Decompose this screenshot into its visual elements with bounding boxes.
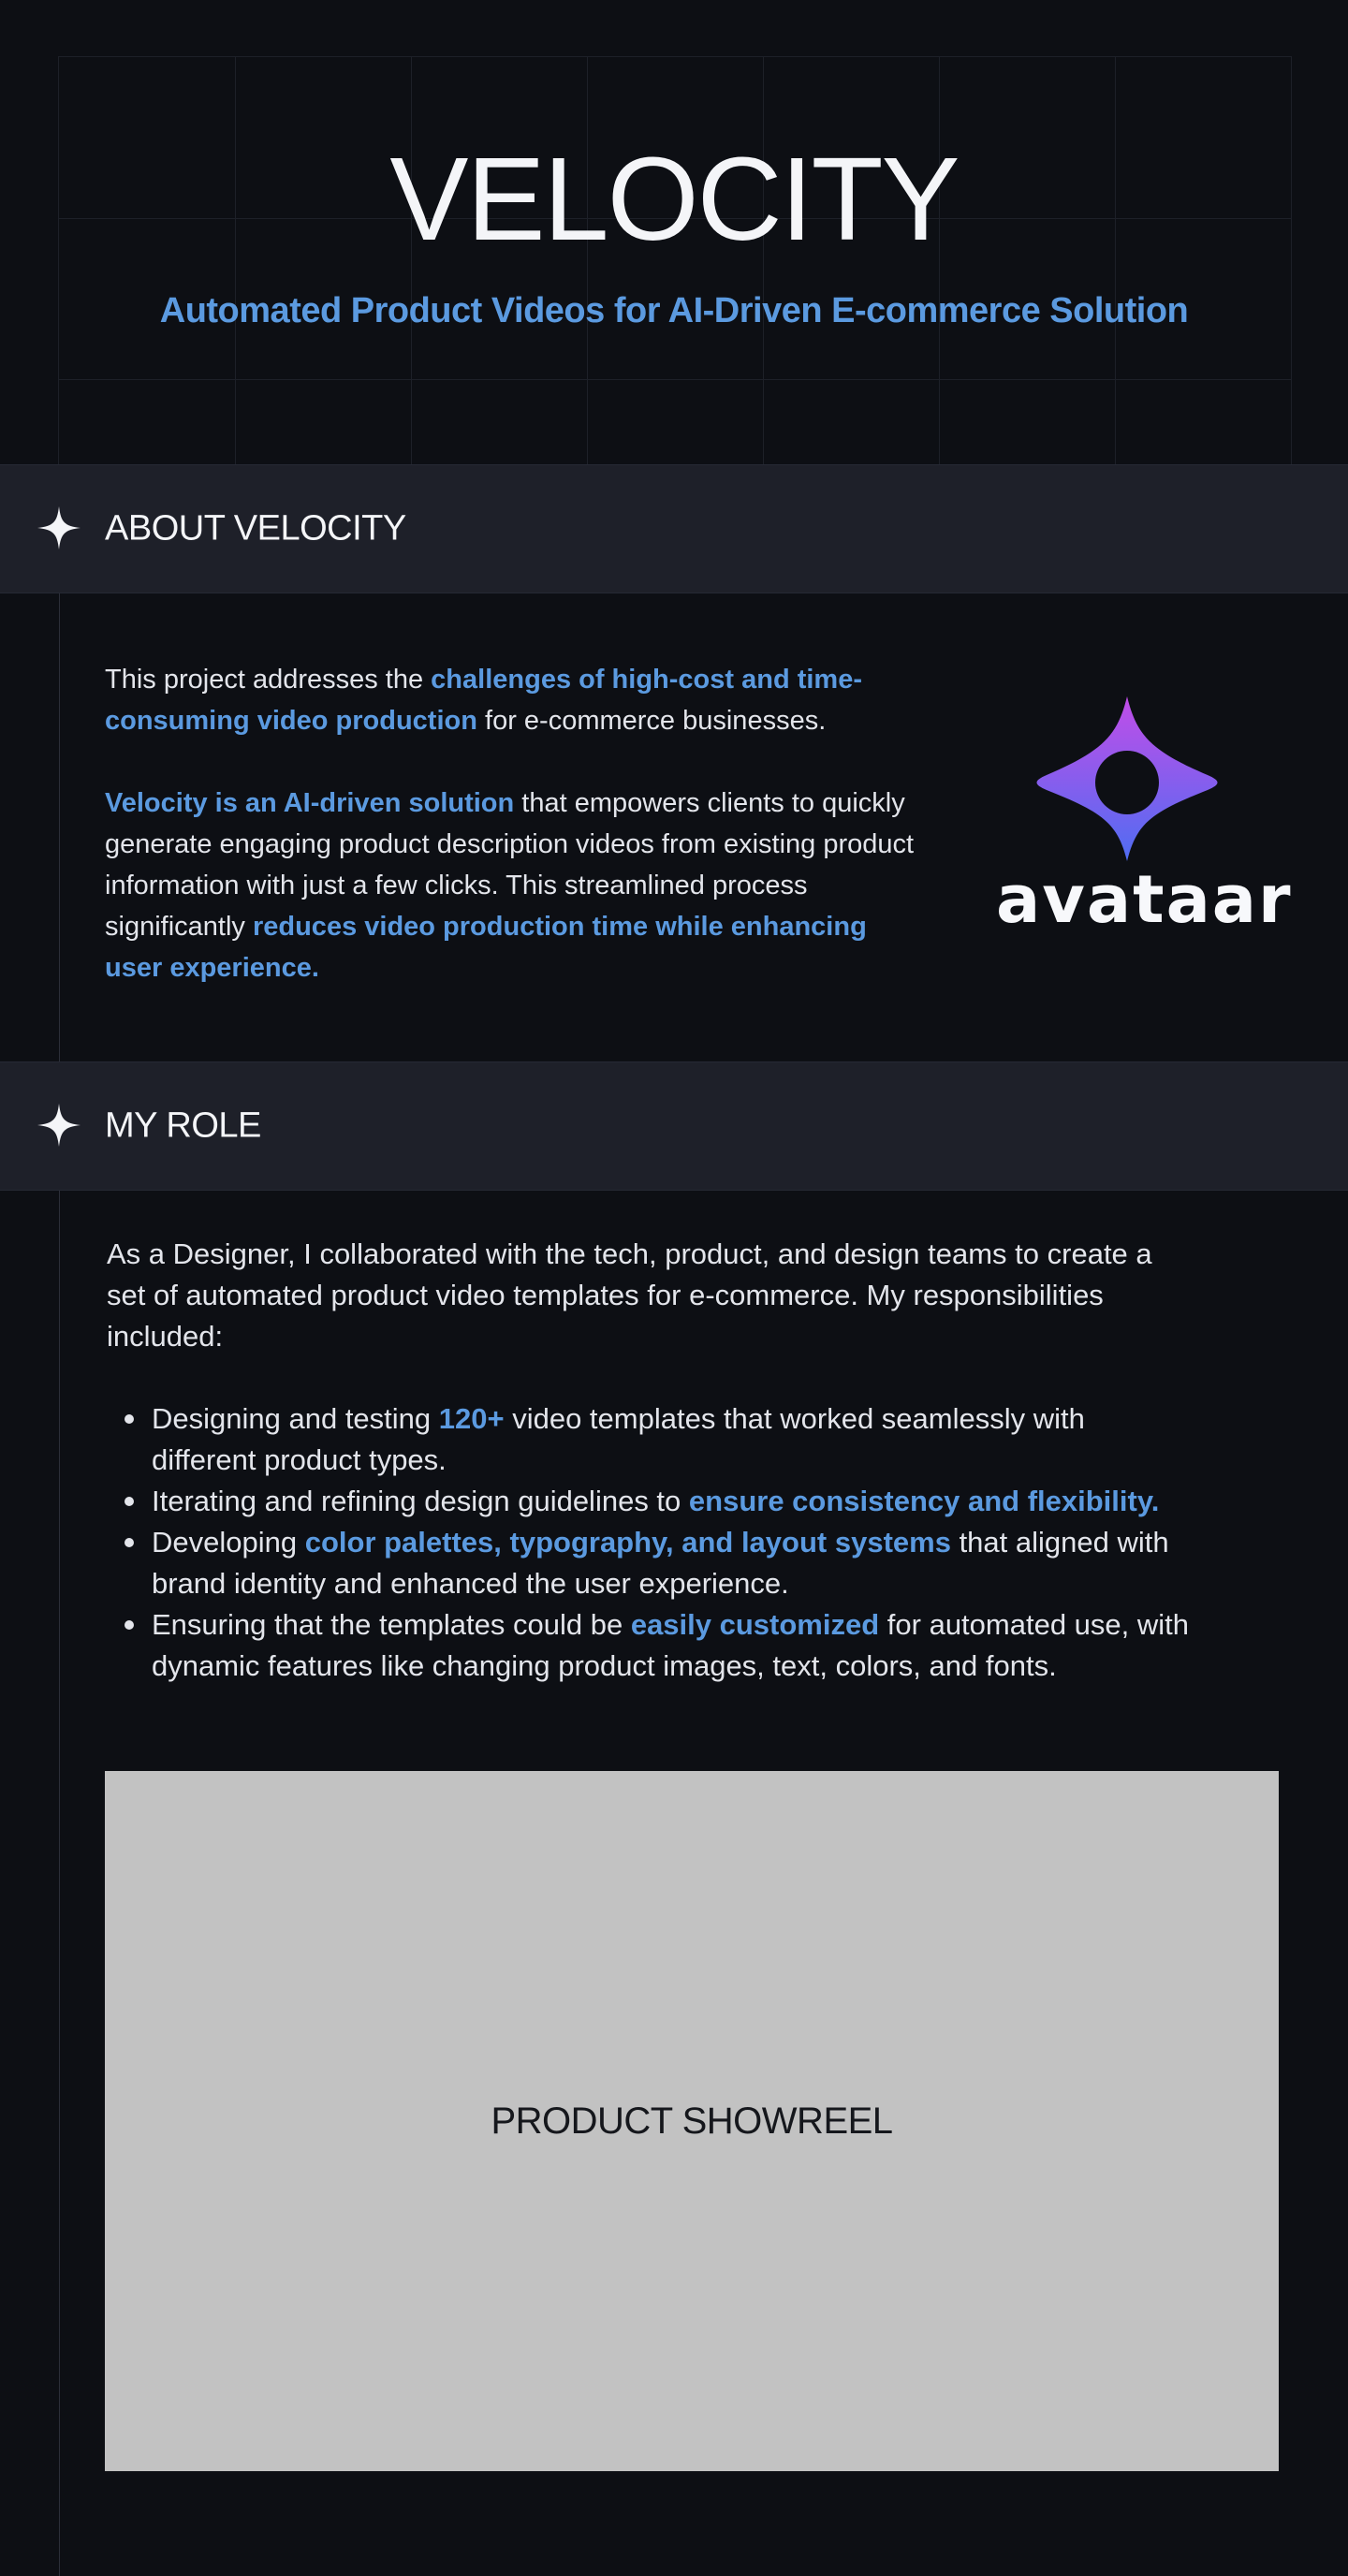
about-body [105, 659, 929, 1030]
about-paragraph-2: Velocity is an AI-driven solution that empowers clients to quickly generate engaging product description videos from existing product information with just a few clicks. This streamlined process significantly reduces video production time while enhancing user experience. [105, 788, 915, 983]
page-subtitle: Automated Product Videos for AI-Driven E-commerce Solution [159, 291, 1189, 330]
bullet-icon [125, 1538, 134, 1547]
highlight-text: Velocity is an AI-driven solution [105, 788, 515, 818]
product-showreel-placeholder[interactable] [105, 1771, 1279, 2471]
bullet-icon [125, 1497, 134, 1506]
avataar-logo-mark-icon [996, 693, 1258, 861]
role-body [107, 1234, 1193, 1687]
role-section-header [0, 1061, 1348, 1191]
timeline-line [59, 464, 60, 2576]
sparkle-icon [37, 506, 81, 549]
about-heading: ABOUT VELOCITY [105, 508, 406, 549]
highlight-text: ensure consistency and flexibility. [688, 1485, 1160, 1517]
highlight-text: reduces video production time while enhancing user experience. [105, 912, 867, 983]
highlight-text: color palettes, typography, and layout systems [304, 1526, 951, 1559]
bullet-icon [125, 1620, 134, 1630]
role-intro: As a Designer, I collaborated with the tech, product, and design teams to create a set of automated product video templates for e-commerce. My responsibilities included: [107, 1237, 1152, 1353]
highlight-text: 120+ [438, 1402, 505, 1435]
showreel-label: PRODUCT SHOWREEL [491, 2100, 893, 2142]
page-title: VELOCITY [389, 133, 959, 265]
sparkle-icon [37, 1104, 81, 1147]
highlight-text: easily customized [630, 1608, 880, 1641]
hero-section [0, 0, 1348, 464]
list-item: Developing color palettes, typography, and layout systems that aligned with brand identity and enhanced the user experience. [152, 1522, 1193, 1604]
about-section-header [0, 464, 1348, 593]
list-item: Ensuring that the templates could be easily customized for automated use, with dynamic features like changing product images, text, colors, and fonts. [152, 1604, 1193, 1687]
role-heading: MY ROLE [105, 1105, 261, 1146]
responsibilities-list [107, 1398, 1193, 1687]
list-item: Iterating and refining design guidelines to ensure consistency and flexibility. [152, 1481, 1193, 1522]
bullet-icon [125, 1414, 134, 1424]
avataar-wordmark: avataar [996, 861, 1293, 938]
highlight-text: challenges of high-cost and time-consuming video production [105, 665, 862, 736]
list-item: Designing and testing 120+ video templates that worked seamlessly with different product types. [152, 1398, 1193, 1481]
avataar-logo [996, 693, 1293, 955]
about-paragraph-1: This project addresses the challenges of high-cost and time-consuming video production for e-commerce businesses. [105, 665, 862, 736]
